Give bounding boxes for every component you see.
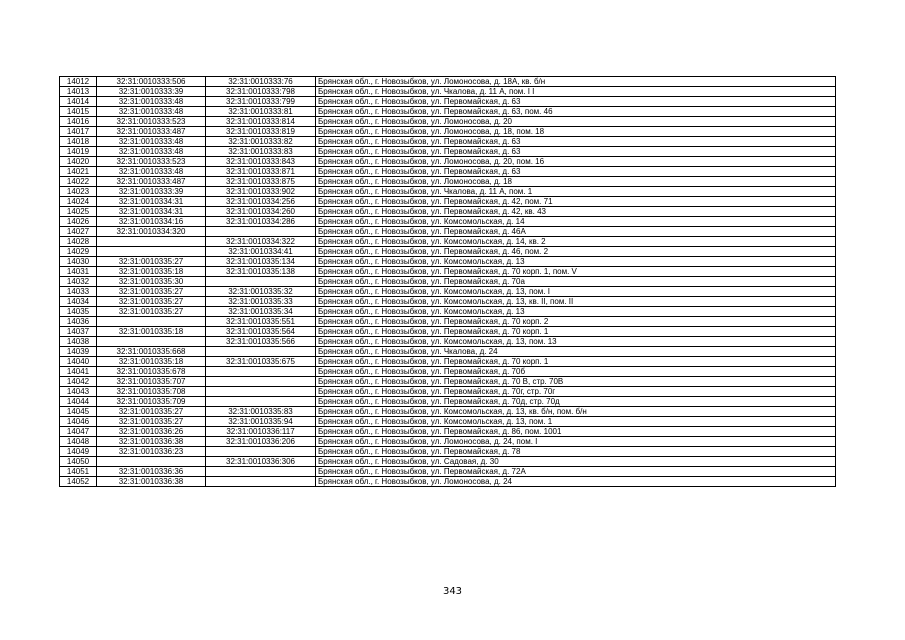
address-cell: Брянская обл., г. Новозыбков, ул. Первомайская, д. 42, кв. 43 [316, 207, 836, 217]
address-cell: Брянская обл., г. Новозыбков, ул. Первомайская, д. 63 [316, 147, 836, 157]
parcel-cadastral-cell: 32:31:0010336:23 [97, 447, 206, 457]
row-number-cell: 14030 [60, 257, 97, 267]
row-number-cell: 14015 [60, 107, 97, 117]
table-row [60, 387, 836, 397]
address-cell: Брянская обл., г. Новозыбков, ул. Комсомольская, д. 13, кв. II, пом. II [316, 297, 836, 307]
parcel-cadastral-cell [97, 237, 206, 247]
parcel-cadastral-cell: 32:31:0010334:320 [97, 227, 206, 237]
table-row [60, 267, 836, 277]
row-number-cell: 14024 [60, 197, 97, 207]
address-cell: Брянская обл., г. Новозыбков, ул. Первомайская, д. 70а [316, 277, 836, 287]
object-cadastral-cell: 32:31:0010333:871 [206, 167, 316, 177]
row-number-cell: 14045 [60, 407, 97, 417]
address-cell: Брянская обл., г. Новозыбков, ул. Первомайская, д. 70 В, стр. 70В [316, 377, 836, 387]
parcel-cadastral-cell: 32:31:0010333:48 [97, 147, 206, 157]
row-number-cell: 14042 [60, 377, 97, 387]
address-cell: Брянская обл., г. Новозыбков, ул. Комсомольская, д. 13 [316, 257, 836, 267]
object-cadastral-cell: 32:31:0010335:33 [206, 297, 316, 307]
row-number-cell: 14028 [60, 237, 97, 247]
row-number-cell: 14017 [60, 127, 97, 137]
parcel-cadastral-cell: 32:31:0010333:506 [97, 77, 206, 87]
row-number-cell: 14018 [60, 137, 97, 147]
parcel-cadastral-cell: 32:31:0010333:487 [97, 177, 206, 187]
object-cadastral-cell: 32:31:0010333:82 [206, 137, 316, 147]
parcel-cadastral-cell: 32:31:0010333:523 [97, 157, 206, 167]
table-row [60, 337, 836, 347]
table-row [60, 247, 836, 257]
table-row [60, 357, 836, 367]
row-number-cell: 14012 [60, 77, 97, 87]
row-number-cell: 14023 [60, 187, 97, 197]
object-cadastral-cell: 32:31:0010335:138 [206, 267, 316, 277]
object-cadastral-cell [206, 227, 316, 237]
address-cell: Брянская обл., г. Новозыбков, ул. Ломоносова, д. 24, пом. I [316, 437, 836, 447]
address-cell: Брянская обл., г. Новозыбков, ул. Ломоносова, д. 18А, кв. б/н [316, 77, 836, 87]
table-row [60, 167, 836, 177]
row-number-cell: 14049 [60, 447, 97, 457]
object-cadastral-cell [206, 467, 316, 477]
address-cell: Брянская обл., г. Новозыбков, ул. Чкалова, д. 11 А, пом. I I [316, 87, 836, 97]
address-cell: Брянская обл., г. Новозыбков, ул. Чкалова, д. 11 А, пом. 1 [316, 187, 836, 197]
parcel-cadastral-cell: 32:31:0010335:27 [97, 297, 206, 307]
object-cadastral-cell: 32:31:0010335:94 [206, 417, 316, 427]
object-cadastral-cell: 32:31:0010335:134 [206, 257, 316, 267]
parcel-cadastral-cell [97, 457, 206, 467]
object-cadastral-cell: 32:31:0010336:117 [206, 427, 316, 437]
address-cell: Брянская обл., г. Новозыбков, ул. Первомайская, д. 63 [316, 97, 836, 107]
object-cadastral-cell: 32:31:0010335:566 [206, 337, 316, 347]
parcel-cadastral-cell: 32:31:0010333:487 [97, 127, 206, 137]
address-cell: Брянская обл., г. Новозыбков, ул. Ломоносова, д. 18 [316, 177, 836, 187]
object-cadastral-cell [206, 347, 316, 357]
address-cell: Брянская обл., г. Новозыбков, ул. Первомайская, д. 42, пом. 71 [316, 197, 836, 207]
parcel-cadastral-cell: 32:31:0010335:27 [97, 307, 206, 317]
row-number-cell: 14020 [60, 157, 97, 167]
object-cadastral-cell: 32:31:0010335:675 [206, 357, 316, 367]
table-row [60, 477, 836, 487]
table-row [60, 467, 836, 477]
row-number-cell: 14038 [60, 337, 97, 347]
parcel-cadastral-cell: 32:31:0010335:27 [97, 417, 206, 427]
row-number-cell: 14039 [60, 347, 97, 357]
table-row [60, 77, 836, 87]
object-cadastral-cell: 32:31:0010333:814 [206, 117, 316, 127]
table-row [60, 437, 836, 447]
parcel-cadastral-cell: 32:31:0010335:18 [97, 327, 206, 337]
registry-table [59, 76, 836, 487]
parcel-cadastral-cell: 32:31:0010335:18 [97, 357, 206, 367]
object-cadastral-cell: 32:31:0010333:81 [206, 107, 316, 117]
row-number-cell: 14013 [60, 87, 97, 97]
object-cadastral-cell: 32:31:0010333:798 [206, 87, 316, 97]
address-cell: Брянская обл., г. Новозыбков, ул. Чкалова, д. 24 [316, 347, 836, 357]
parcel-cadastral-cell: 32:31:0010335:27 [97, 257, 206, 267]
address-cell: Брянская обл., г. Новозыбков, ул. Комсомольская, д. 13, пом. 1 [316, 417, 836, 427]
row-number-cell: 14014 [60, 97, 97, 107]
address-cell: Брянская обл., г. Новозыбков, ул. Первомайская, д. 86, пом. 1001 [316, 427, 836, 437]
row-number-cell: 14027 [60, 227, 97, 237]
parcel-cadastral-cell: 32:31:0010336:38 [97, 477, 206, 487]
table-row [60, 307, 836, 317]
table-row [60, 457, 836, 467]
object-cadastral-cell: 32:31:0010335:83 [206, 407, 316, 417]
row-number-cell: 14051 [60, 467, 97, 477]
parcel-cadastral-cell: 32:31:0010333:523 [97, 117, 206, 127]
table-row [60, 377, 836, 387]
address-cell: Брянская обл., г. Новозыбков, ул. Первомайская, д. 70 корп. 1, пом. V [316, 267, 836, 277]
parcel-cadastral-cell: 32:31:0010336:36 [97, 467, 206, 477]
row-number-cell: 14044 [60, 397, 97, 407]
table-row [60, 117, 836, 127]
object-cadastral-cell [206, 397, 316, 407]
table-row [60, 177, 836, 187]
parcel-cadastral-cell: 32:31:0010335:30 [97, 277, 206, 287]
table-row [60, 137, 836, 147]
table-row [60, 147, 836, 157]
parcel-cadastral-cell: 32:31:0010333:48 [97, 137, 206, 147]
parcel-cadastral-cell [97, 247, 206, 257]
table-row [60, 237, 836, 247]
object-cadastral-cell: 32:31:0010334:256 [206, 197, 316, 207]
object-cadastral-cell [206, 447, 316, 457]
object-cadastral-cell: 32:31:0010335:32 [206, 287, 316, 297]
address-cell: Брянская обл., г. Новозыбков, ул. Первомайская, д. 78 [316, 447, 836, 457]
address-cell: Брянская обл., г. Новозыбков, ул. Комсомольская, д. 14, кв. 2 [316, 237, 836, 247]
parcel-cadastral-cell: 32:31:0010335:678 [97, 367, 206, 377]
object-cadastral-cell: 32:31:0010334:260 [206, 207, 316, 217]
row-number-cell: 14025 [60, 207, 97, 217]
parcel-cadastral-cell: 32:31:0010335:27 [97, 407, 206, 417]
row-number-cell: 14021 [60, 167, 97, 177]
row-number-cell: 14047 [60, 427, 97, 437]
row-number-cell: 14033 [60, 287, 97, 297]
row-number-cell: 14052 [60, 477, 97, 487]
table-row [60, 257, 836, 267]
address-cell: Брянская обл., г. Новозыбков, ул. Комсомольская, д. 13, кв. б/н, пом. б/н [316, 407, 836, 417]
object-cadastral-cell [206, 377, 316, 387]
object-cadastral-cell: 32:31:0010333:83 [206, 147, 316, 157]
address-cell: Брянская обл., г. Новозыбков, ул. Первомайская, д. 46А [316, 227, 836, 237]
parcel-cadastral-cell: 32:31:0010335:707 [97, 377, 206, 387]
parcel-cadastral-cell: 32:31:0010335:27 [97, 287, 206, 297]
address-cell: Брянская обл., г. Новозыбков, ул. Комсомольская, д. 14 [316, 217, 836, 227]
row-number-cell: 14035 [60, 307, 97, 317]
address-cell: Брянская обл., г. Новозыбков, ул. Ломоносова, д. 20 [316, 117, 836, 127]
row-number-cell: 14032 [60, 277, 97, 287]
address-cell: Брянская обл., г. Новозыбков, ул. Ломоносова, д. 20, пом. 16 [316, 157, 836, 167]
parcel-cadastral-cell: 32:31:0010335:708 [97, 387, 206, 397]
address-cell: Брянская обл., г. Новозыбков, ул. Первомайская, д. 70 корп. 2 [316, 317, 836, 327]
table-row [60, 367, 836, 377]
table-row [60, 207, 836, 217]
table-row [60, 407, 836, 417]
address-cell: Брянская обл., г. Новозыбков, ул. Ломоносова, д. 18, пом. 18 [316, 127, 836, 137]
address-cell: Брянская обл., г. Новозыбков, ул. Первомайская, д. 63 [316, 167, 836, 177]
object-cadastral-cell: 32:31:0010335:551 [206, 317, 316, 327]
parcel-cadastral-cell: 32:31:0010333:39 [97, 187, 206, 197]
object-cadastral-cell: 32:31:0010336:306 [206, 457, 316, 467]
object-cadastral-cell: 32:31:0010334:286 [206, 217, 316, 227]
address-cell: Брянская обл., г. Новозыбков, ул. Комсомольская, д. 13 [316, 307, 836, 317]
parcel-cadastral-cell: 32:31:0010335:18 [97, 267, 206, 277]
table-row [60, 277, 836, 287]
address-cell: Брянская обл., г. Новозыбков, ул. Первомайская, д. 70б [316, 367, 836, 377]
table-row [60, 447, 836, 457]
parcel-cadastral-cell: 32:31:0010333:39 [97, 87, 206, 97]
address-cell: Брянская обл., г. Новозыбков, ул. Первомайская, д. 70 корп. 1 [316, 357, 836, 367]
table-row [60, 157, 836, 167]
table-row [60, 107, 836, 117]
address-cell: Брянская обл., г. Новозыбков, ул. Первомайская, д. 63 [316, 137, 836, 147]
object-cadastral-cell: 32:31:0010333:875 [206, 177, 316, 187]
address-cell: Брянская обл., г. Новозыбков, ул. Комсомольская, д. 13, пом. I [316, 287, 836, 297]
row-number-cell: 14041 [60, 367, 97, 377]
row-number-cell: 14043 [60, 387, 97, 397]
parcel-cadastral-cell: 32:31:0010333:48 [97, 167, 206, 177]
row-number-cell: 14026 [60, 217, 97, 227]
parcel-cadastral-cell: 32:31:0010336:38 [97, 437, 206, 447]
row-number-cell: 14036 [60, 317, 97, 327]
row-number-cell: 14016 [60, 117, 97, 127]
row-number-cell: 14022 [60, 177, 97, 187]
object-cadastral-cell: 32:31:0010336:206 [206, 437, 316, 447]
row-number-cell: 14037 [60, 327, 97, 337]
row-number-cell: 14034 [60, 297, 97, 307]
table-body [60, 77, 836, 487]
address-cell: Брянская обл., г. Новозыбков, ул. Первомайская, д. 70г, стр. 70г [316, 387, 836, 397]
object-cadastral-cell: 32:31:0010333:819 [206, 127, 316, 137]
row-number-cell: 14029 [60, 247, 97, 257]
parcel-cadastral-cell: 32:31:0010334:16 [97, 217, 206, 227]
row-number-cell: 14046 [60, 417, 97, 427]
table-row [60, 397, 836, 407]
object-cadastral-cell: 32:31:0010335:564 [206, 327, 316, 337]
object-cadastral-cell [206, 477, 316, 487]
table-row [60, 347, 836, 357]
object-cadastral-cell: 32:31:0010333:76 [206, 77, 316, 87]
table-row [60, 317, 836, 327]
parcel-cadastral-cell: 32:31:0010334:31 [97, 197, 206, 207]
object-cadastral-cell [206, 387, 316, 397]
row-number-cell: 14019 [60, 147, 97, 157]
row-number-cell: 14050 [60, 457, 97, 467]
table-row [60, 97, 836, 107]
address-cell: Брянская обл., г. Новозыбков, ул. Первомайская, д. 46, пом. 2 [316, 247, 836, 257]
row-number-cell: 14040 [60, 357, 97, 367]
parcel-cadastral-cell: 32:31:0010333:48 [97, 107, 206, 117]
address-cell: Брянская обл., г. Новозыбков, ул. Первомайская, д. 72А [316, 467, 836, 477]
table-row [60, 87, 836, 97]
table-row [60, 187, 836, 197]
address-cell: Брянская обл., г. Новозыбков, ул. Садовая, д. 30 [316, 457, 836, 467]
row-number-cell: 14048 [60, 437, 97, 447]
parcel-cadastral-cell: 32:31:0010334:31 [97, 207, 206, 217]
address-cell: Брянская обл., г. Новозыбков, ул. Первомайская, д. 70 корп. 1 [316, 327, 836, 337]
object-cadastral-cell: 32:31:0010333:843 [206, 157, 316, 167]
parcel-cadastral-cell [97, 337, 206, 347]
table-row [60, 297, 836, 307]
parcel-cadastral-cell [97, 317, 206, 327]
object-cadastral-cell: 32:31:0010333:902 [206, 187, 316, 197]
table-row [60, 327, 836, 337]
address-cell: Брянская обл., г. Новозыбков, ул. Комсомольская, д. 13, пом. 13 [316, 337, 836, 347]
object-cadastral-cell: 32:31:0010334:41 [206, 247, 316, 257]
table-row [60, 287, 836, 297]
object-cadastral-cell [206, 367, 316, 377]
table-row [60, 427, 836, 437]
parcel-cadastral-cell: 32:31:0010333:48 [97, 97, 206, 107]
table-row [60, 417, 836, 427]
parcel-cadastral-cell: 32:31:0010336:26 [97, 427, 206, 437]
address-cell: Брянская обл., г. Новозыбков, ул. Ломоносова, д. 24 [316, 477, 836, 487]
page-number: 343 [442, 586, 463, 597]
object-cadastral-cell [206, 277, 316, 287]
object-cadastral-cell: 32:31:0010334:322 [206, 237, 316, 247]
parcel-cadastral-cell: 32:31:0010335:668 [97, 347, 206, 357]
object-cadastral-cell: 32:31:0010335:34 [206, 307, 316, 317]
address-cell: Брянская обл., г. Новозыбков, ул. Первомайская, д. 70д, стр. 70д [316, 397, 836, 407]
table-row [60, 227, 836, 237]
table-row [60, 127, 836, 137]
address-cell: Брянская обл., г. Новозыбков, ул. Первомайская, д. 63, пом. 46 [316, 107, 836, 117]
object-cadastral-cell: 32:31:0010333:799 [206, 97, 316, 107]
table-row [60, 217, 836, 227]
row-number-cell: 14031 [60, 267, 97, 277]
parcel-cadastral-cell: 32:31:0010335:709 [97, 397, 206, 407]
table-row [60, 197, 836, 207]
